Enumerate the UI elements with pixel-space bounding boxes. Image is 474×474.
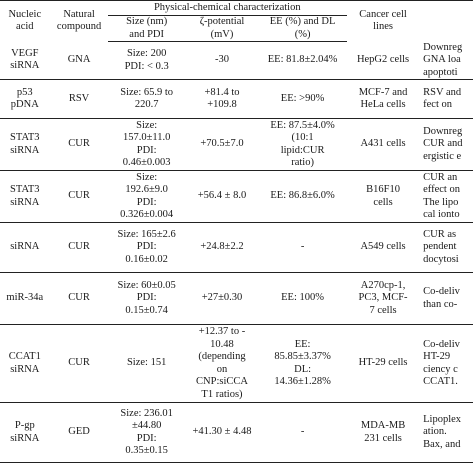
cell-zeta — [186, 119, 258, 171]
cell-line: +27±0.30 — [201, 292, 243, 304]
cell-compound: CUR — [51, 119, 108, 171]
cell-line: CNP:siCCA — [196, 376, 248, 387]
cell-line: apoptoti — [423, 66, 458, 78]
table-header — [0, 1, 473, 42]
cell-ee-dl — [258, 223, 347, 273]
cell-line: HT-29 — [423, 351, 451, 362]
cell-line: 0.16±0.02 — [125, 253, 168, 265]
cell-line: - — [300, 426, 305, 438]
cell-line: docytosi — [423, 253, 459, 265]
cell-line: GNA loa — [423, 54, 461, 65]
cell-line: EE: 86.8±6.0% — [270, 190, 335, 202]
cell-line: Bax, and — [423, 438, 461, 450]
cell-ee-dl — [258, 325, 347, 403]
cell-line: EE: 87.5±4.0% — [270, 119, 335, 131]
cell-last — [419, 171, 473, 223]
cell-nucleic-acid — [0, 171, 51, 223]
cell-zeta — [186, 223, 258, 273]
cell-size-pdi — [108, 171, 186, 223]
cell-line: miR-34a — [6, 292, 44, 304]
table-body — [0, 42, 473, 463]
cell-line: HeLa cells — [360, 99, 406, 110]
table-row — [0, 325, 473, 403]
cell-size-pdi — [108, 42, 186, 80]
header-natural-compound: Natural compound — [51, 1, 108, 42]
cell-compound: CUR — [51, 223, 108, 273]
cell-nucleic-acid — [0, 42, 51, 80]
cell-line: A549 cells — [360, 241, 406, 253]
cell-cell-lines — [347, 119, 419, 171]
cell-line: Size: 165±2.6 — [117, 228, 176, 240]
cell-nucleic-acid — [0, 80, 51, 119]
cell-line: +24.8±2.2 — [200, 241, 244, 253]
cell-line: Co-deliv — [423, 338, 460, 350]
cell-line: than co- — [423, 298, 458, 310]
cell-size-pdi — [108, 273, 186, 325]
cell-line: CUR as — [423, 228, 457, 240]
cell-line: +70.5±7.0 — [200, 138, 244, 150]
cell-ee-dl — [258, 42, 347, 80]
cell-line: 10.48 — [210, 338, 234, 350]
cell-line: effect on — [423, 184, 460, 195]
cell-line: - — [300, 241, 305, 253]
cell-line: Size: — [136, 119, 158, 131]
cell-compound: CUR — [51, 171, 108, 223]
cell-line: (depending — [198, 351, 246, 362]
cell-line: (10:1 — [291, 132, 314, 143]
cell-line: P-gp — [14, 420, 35, 431]
cell-line: PDI: — [136, 292, 157, 304]
header-physchem: Physical-chemical characterization — [108, 1, 347, 16]
cell-line: p53 — [16, 86, 33, 98]
cell-line: EE: >90% — [280, 92, 325, 104]
cell-size-pdi — [108, 119, 186, 171]
cell-line: HepG2 cells — [356, 54, 410, 65]
cell-line: 14.36±1.28% — [274, 376, 331, 387]
cell-cell-lines — [347, 171, 419, 223]
cell-line: ±44.80 — [131, 420, 162, 431]
cell-line: +12.37 to - — [198, 326, 246, 337]
cell-compound: CUR — [51, 325, 108, 403]
cell-line: Size: — [136, 171, 158, 183]
cell-line: 0.15±0.74 — [125, 304, 168, 316]
cell-line: cal ionto — [423, 209, 460, 220]
cell-nucleic-acid — [0, 325, 51, 403]
cell-line: Lipoplex — [423, 413, 462, 425]
cell-line: Size: 200 — [126, 48, 167, 59]
table-row — [0, 273, 473, 325]
cell-zeta — [186, 403, 258, 463]
header-nucleic-acid: Nucleic acid — [0, 1, 51, 42]
cell-line: CUR an — [423, 171, 458, 183]
cell-line: Size: 60±0.05 — [117, 279, 176, 291]
header-size-pdi: Size (nm) and PDI — [108, 16, 186, 42]
cell-cell-lines — [347, 42, 419, 80]
cell-line: A270cp-1, — [360, 279, 406, 291]
cell-line: cells — [373, 196, 393, 208]
cell-zeta — [186, 42, 258, 80]
cell-nucleic-acid — [0, 223, 51, 273]
cell-cell-lines — [347, 223, 419, 273]
cell-cell-lines — [347, 80, 419, 119]
cell-line: +56.4 ± 8.0 — [197, 190, 247, 202]
cell-line: 220.7 — [134, 99, 159, 110]
cell-cell-lines — [347, 403, 419, 463]
cell-line: lipid:CUR — [280, 144, 325, 156]
cell-line: CCAT1 — [8, 351, 41, 362]
cell-line: The lipo — [423, 196, 459, 208]
cell-line: CCAT1. — [423, 376, 458, 387]
cell-line: siRNA — [10, 363, 40, 375]
cell-line: 0.35±0.15 — [125, 445, 168, 456]
cell-compound: GNA — [51, 42, 108, 80]
cell-line: MCF-7 and — [358, 86, 408, 98]
cell-line: siRNA — [10, 432, 40, 444]
table-row — [0, 171, 473, 223]
cell-line: +109.8 — [207, 99, 237, 110]
cell-zeta — [186, 325, 258, 403]
cell-line: EE: 81.8±2.04% — [267, 54, 338, 66]
cell-line: siRNA — [10, 241, 40, 253]
cell-line: PDI: — [136, 432, 157, 444]
cell-line: PC3, MCF- — [358, 292, 408, 304]
cell-last — [419, 403, 473, 463]
cell-line: ation. — [423, 426, 447, 438]
cell-ee-dl — [258, 119, 347, 171]
table-row — [0, 119, 473, 171]
cell-line: EE: — [294, 338, 311, 350]
cell-line: PDI: < 0.3 — [124, 60, 169, 72]
cell-line: Downreg — [423, 41, 463, 53]
cell-line: VEGF — [11, 47, 39, 59]
cell-cell-lines — [347, 325, 419, 403]
cell-line: 0.46±0.003 — [122, 157, 171, 168]
cell-line: Downreg — [423, 125, 463, 137]
cell-line: pendent — [423, 241, 457, 253]
cell-line: PDI: — [136, 144, 157, 156]
cell-ee-dl — [258, 80, 347, 119]
cell-line: ergistic e — [423, 150, 462, 162]
cell-last — [419, 42, 473, 80]
cell-compound: GED — [51, 403, 108, 463]
cell-line: ciency c — [423, 363, 458, 375]
cell-line: 85.85±3.37% — [274, 351, 331, 362]
cell-cell-lines — [347, 273, 419, 325]
cell-line: +41.30 ± 4.48 — [192, 426, 252, 438]
table-row — [0, 80, 473, 119]
cell-zeta — [186, 273, 258, 325]
cell-line: on — [216, 363, 228, 375]
cell-line: siRNA — [10, 60, 40, 72]
header-cell-lines: Cancer cell lines — [347, 1, 419, 42]
cell-line: PDI: — [136, 241, 157, 253]
cell-last — [419, 223, 473, 273]
cell-last — [419, 325, 473, 403]
cell-line: RSV and — [423, 86, 462, 98]
cell-line: PDI: — [136, 196, 157, 208]
cell-zeta — [186, 80, 258, 119]
cell-line: HT-29 cells — [358, 357, 408, 369]
cell-line: +81.4 to — [204, 86, 240, 98]
cell-size-pdi — [108, 325, 186, 403]
cell-size-pdi — [108, 223, 186, 273]
cell-line: 157.0±11.0 — [122, 132, 171, 143]
cell-compound: CUR — [51, 273, 108, 325]
cell-last — [419, 273, 473, 325]
cell-line: CUR and — [423, 138, 463, 150]
cell-line: Size: 151 — [126, 357, 167, 369]
cell-line: A431 cells — [360, 138, 406, 150]
cell-last — [419, 80, 473, 119]
cell-nucleic-acid — [0, 119, 51, 171]
cell-ee-dl — [258, 403, 347, 463]
cell-ee-dl — [258, 273, 347, 325]
table-row — [0, 403, 473, 463]
cell-line: STAT3 — [10, 184, 40, 195]
cell-size-pdi — [108, 80, 186, 119]
cell-line: MDA-MB — [360, 420, 406, 431]
cell-line: 231 cells — [364, 432, 402, 444]
cell-line: T1 ratios) — [201, 388, 243, 400]
cell-line: 7 cells — [369, 304, 397, 316]
cell-nucleic-acid — [0, 403, 51, 463]
cell-line: -30 — [214, 54, 229, 66]
table-row — [0, 223, 473, 273]
header-ee-dl: EE (%) and DL (%) — [258, 16, 347, 42]
cell-line: Size: 65.9 to — [120, 86, 174, 98]
cell-line: Size: 236.01 — [120, 407, 173, 419]
header-zeta: ζ-potential (mV) — [186, 16, 258, 42]
cell-zeta — [186, 171, 258, 223]
table-row — [0, 42, 473, 80]
cell-line: DL: — [294, 363, 312, 375]
cell-line: STAT3 — [10, 132, 40, 143]
cell-line: B16F10 — [366, 184, 400, 195]
cell-line: Co-deliv — [423, 286, 460, 297]
cell-size-pdi — [108, 403, 186, 463]
cell-compound: RSV — [51, 80, 108, 119]
cell-line: EE: 100% — [281, 292, 325, 304]
cell-line: pDNA — [10, 99, 39, 110]
cell-nucleic-acid — [0, 273, 51, 325]
cell-line: 192.6±9.0 — [125, 184, 168, 195]
cell-line: 0.326±0.004 — [120, 209, 174, 220]
cell-ee-dl — [258, 171, 347, 223]
cell-last — [419, 119, 473, 171]
cell-line: ratio) — [291, 157, 314, 168]
cell-line: fect on — [423, 99, 453, 110]
cell-line: siRNA — [10, 196, 40, 208]
header-last — [419, 1, 473, 42]
cell-line: siRNA — [10, 144, 40, 156]
